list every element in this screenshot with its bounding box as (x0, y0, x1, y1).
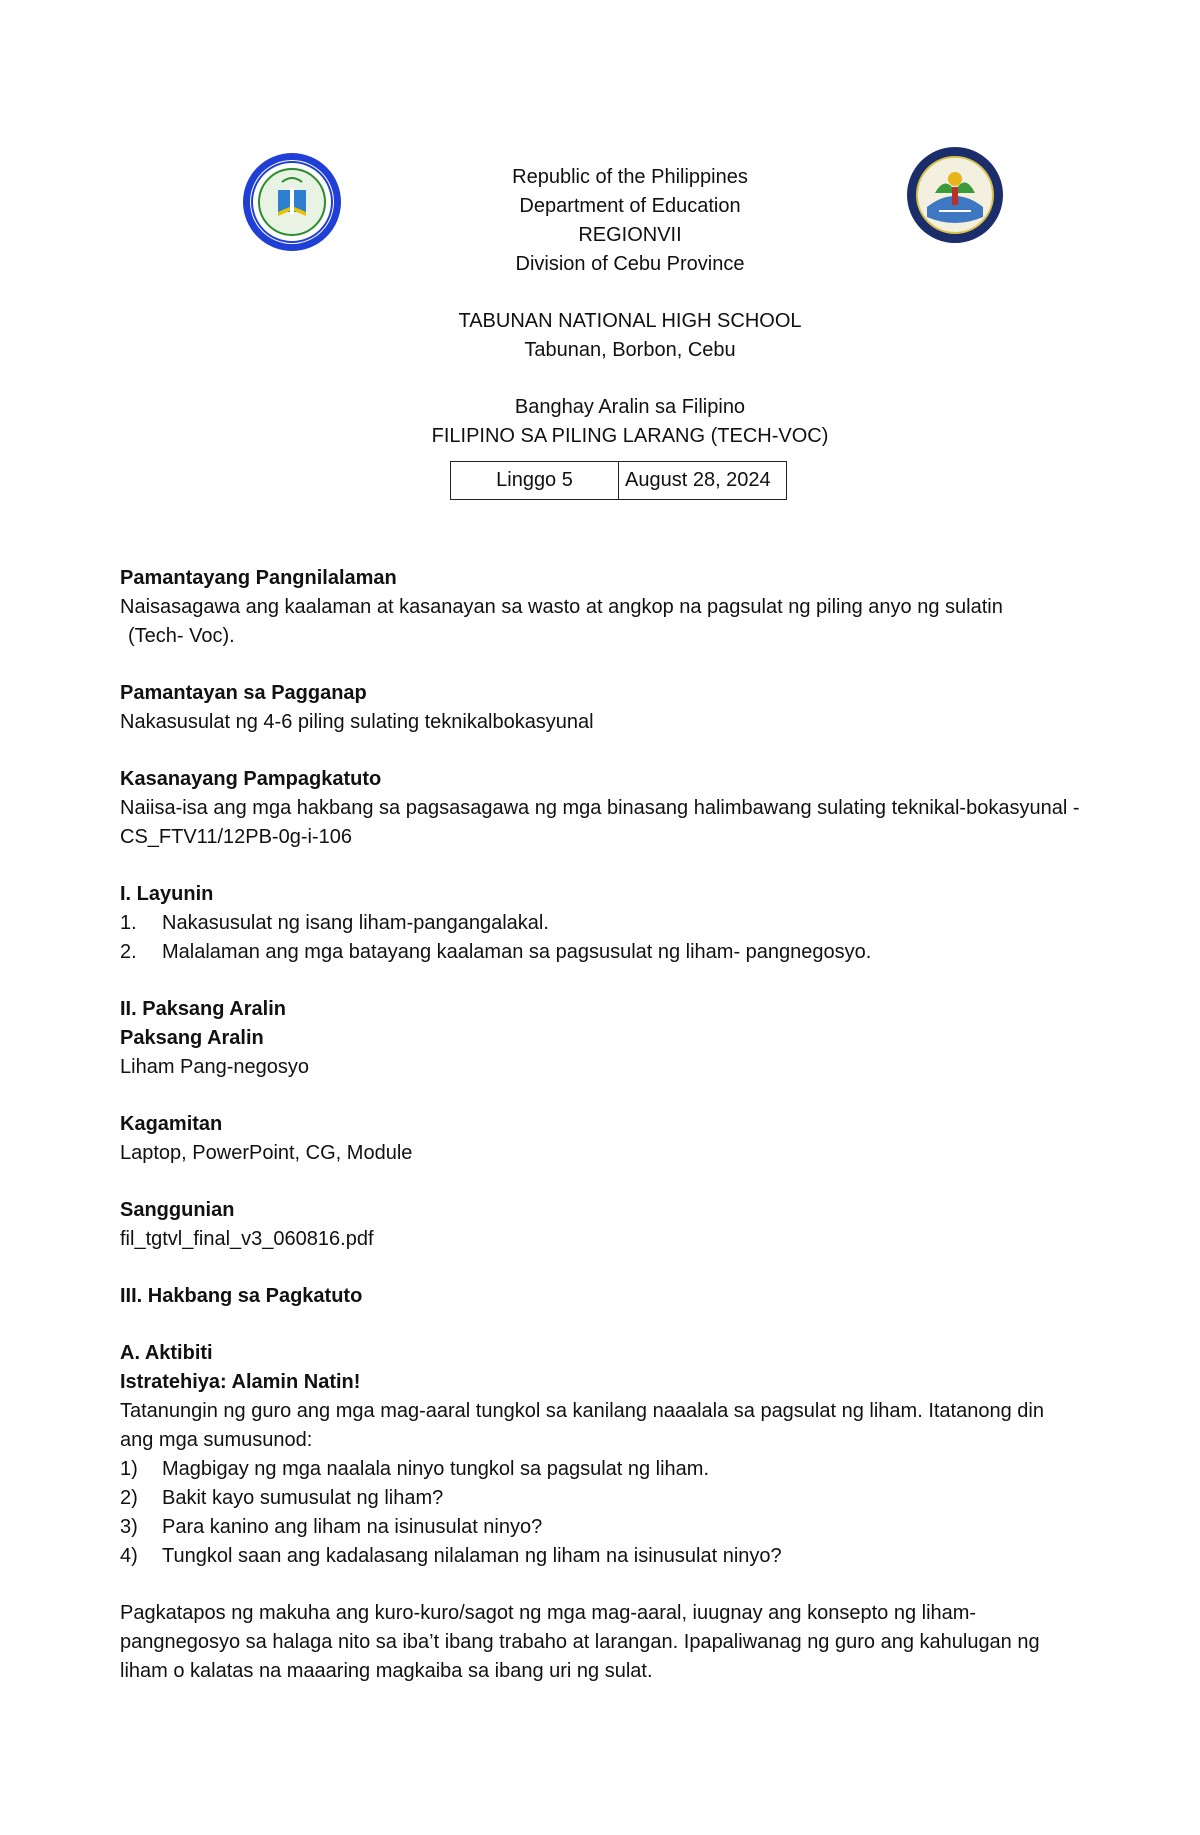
activity-intro: Tatanungin ng guro ang mga mag-aaral tungkol sa kanilang naaalala sa pagsulat ng liham. Itatanong din (120, 1400, 1044, 1422)
activity-closing-end: liham o kalatas na maaaring magkaiba sa ibang uri ng sulat. (120, 1660, 653, 1682)
plan-title: Banghay Aralin sa Filipino (514, 396, 746, 418)
content-standard-text-cont: (Tech- Voc). (128, 625, 235, 647)
date-cell: August 28, 2024 (619, 462, 787, 500)
objective-text: Nakasusulat ng isang liham-pangangalakal. (162, 912, 549, 934)
references-text: fil_tgtvl_final_v3_060816.pdf (120, 1228, 374, 1250)
school-seal-logo (242, 152, 342, 252)
content-standard-heading: Pamantayang Pangnilalaman (120, 567, 397, 589)
objective-text: Malalaman ang mga batayang kaalaman sa pagsusulat ng liham- pangnegosyo. (162, 941, 872, 963)
materials-text: Laptop, PowerPoint, CG, Module (120, 1142, 413, 1164)
competency-heading: Kasanayang Pampagkatuto (120, 768, 382, 790)
activity-intro-cont: ang mga sumusunod: (120, 1429, 313, 1451)
republic-line: Republic of the Philippines (512, 166, 748, 188)
content-standard-text: Naisasagawa ang kaalaman at kasanayan sa wasto at angkop na pagsulat ng piling anyo ng sulatin (120, 596, 1003, 618)
question-number: 1) (120, 1458, 138, 1480)
activity-closing: Pagkatapos ng makuha ang kuro-kuro/sagot ng mga mag-aaral, iuugnay ang konsepto ng liham- (120, 1602, 977, 1624)
question-number: 2) (120, 1487, 138, 1509)
question-number: 3) (120, 1516, 138, 1538)
week-date-table (450, 461, 787, 500)
subject-matter-subheading: Paksang Aralin (120, 1027, 264, 1049)
question-text: Bakit kayo sumusulat ng liham? (162, 1487, 444, 1509)
question-text: Tungkol saan ang kadalasang nilalaman ng liham na isinusulat ninyo? (162, 1545, 782, 1567)
objectives-heading: I. Layunin (120, 883, 214, 905)
question-item (120, 1455, 1120, 1484)
performance-standard-heading: Pamantayan sa Pagganap (120, 682, 367, 704)
competency-code: CS_FTV11/12PB-0g-i-106 (120, 826, 352, 848)
document-body (120, 564, 1120, 1686)
activity-closing-cont: pangnegosyo sa halaga nito sa iba’t ibang trabaho at larangan. Ipapaliwanag ng guro ang kahulugan ng (120, 1631, 1040, 1653)
school-address: Tabunan, Borbon, Cebu (524, 339, 736, 361)
department-line: Department of Education (519, 195, 741, 217)
objective-item (120, 909, 1120, 938)
references-heading: Sanggunian (120, 1199, 235, 1221)
school-name: TABUNAN NATIONAL HIGH SCHOOL (458, 310, 802, 332)
subject-matter-text: Liham Pang-negosyo (120, 1056, 310, 1078)
subject-matter-heading: II. Paksang Aralin (120, 998, 286, 1020)
subject-title: FILIPINO SA PILING LARANG (TECH-VOC) (431, 425, 829, 447)
question-item (120, 1542, 1120, 1571)
region-line: REGIONVII (578, 224, 682, 246)
performance-standard-text: Nakasusulat ng 4-6 piling sulating teknikalbokasyunal (120, 711, 594, 733)
objective-item (120, 938, 1120, 967)
question-item (120, 1513, 1120, 1542)
week-cell: Linggo 5 (451, 462, 619, 500)
question-text: Para kanino ang liham na isinusulat ninyo? (162, 1516, 543, 1538)
strategy-heading: Istratehiya: Alamin Natin! (120, 1371, 361, 1393)
objective-number: 1. (120, 912, 137, 934)
question-text: Magbigay ng mga naalala ninyo tungkol sa pagsulat ng liham. (162, 1458, 710, 1480)
document-header (330, 163, 930, 451)
division-line: Division of Cebu Province (515, 253, 745, 275)
activity-heading: A. Aktibiti (120, 1342, 213, 1364)
competency-text: Naiisa-isa ang mga hakbang sa pagsasagawa ng mga binasang halimbawang sulating teknikal-bokasyunal - (120, 797, 1080, 819)
objective-number: 2. (120, 941, 137, 963)
materials-heading: Kagamitan (120, 1113, 223, 1135)
question-item (120, 1484, 1120, 1513)
question-number: 4) (120, 1545, 138, 1567)
procedure-heading: III. Hakbang sa Pagkatuto (120, 1285, 363, 1307)
